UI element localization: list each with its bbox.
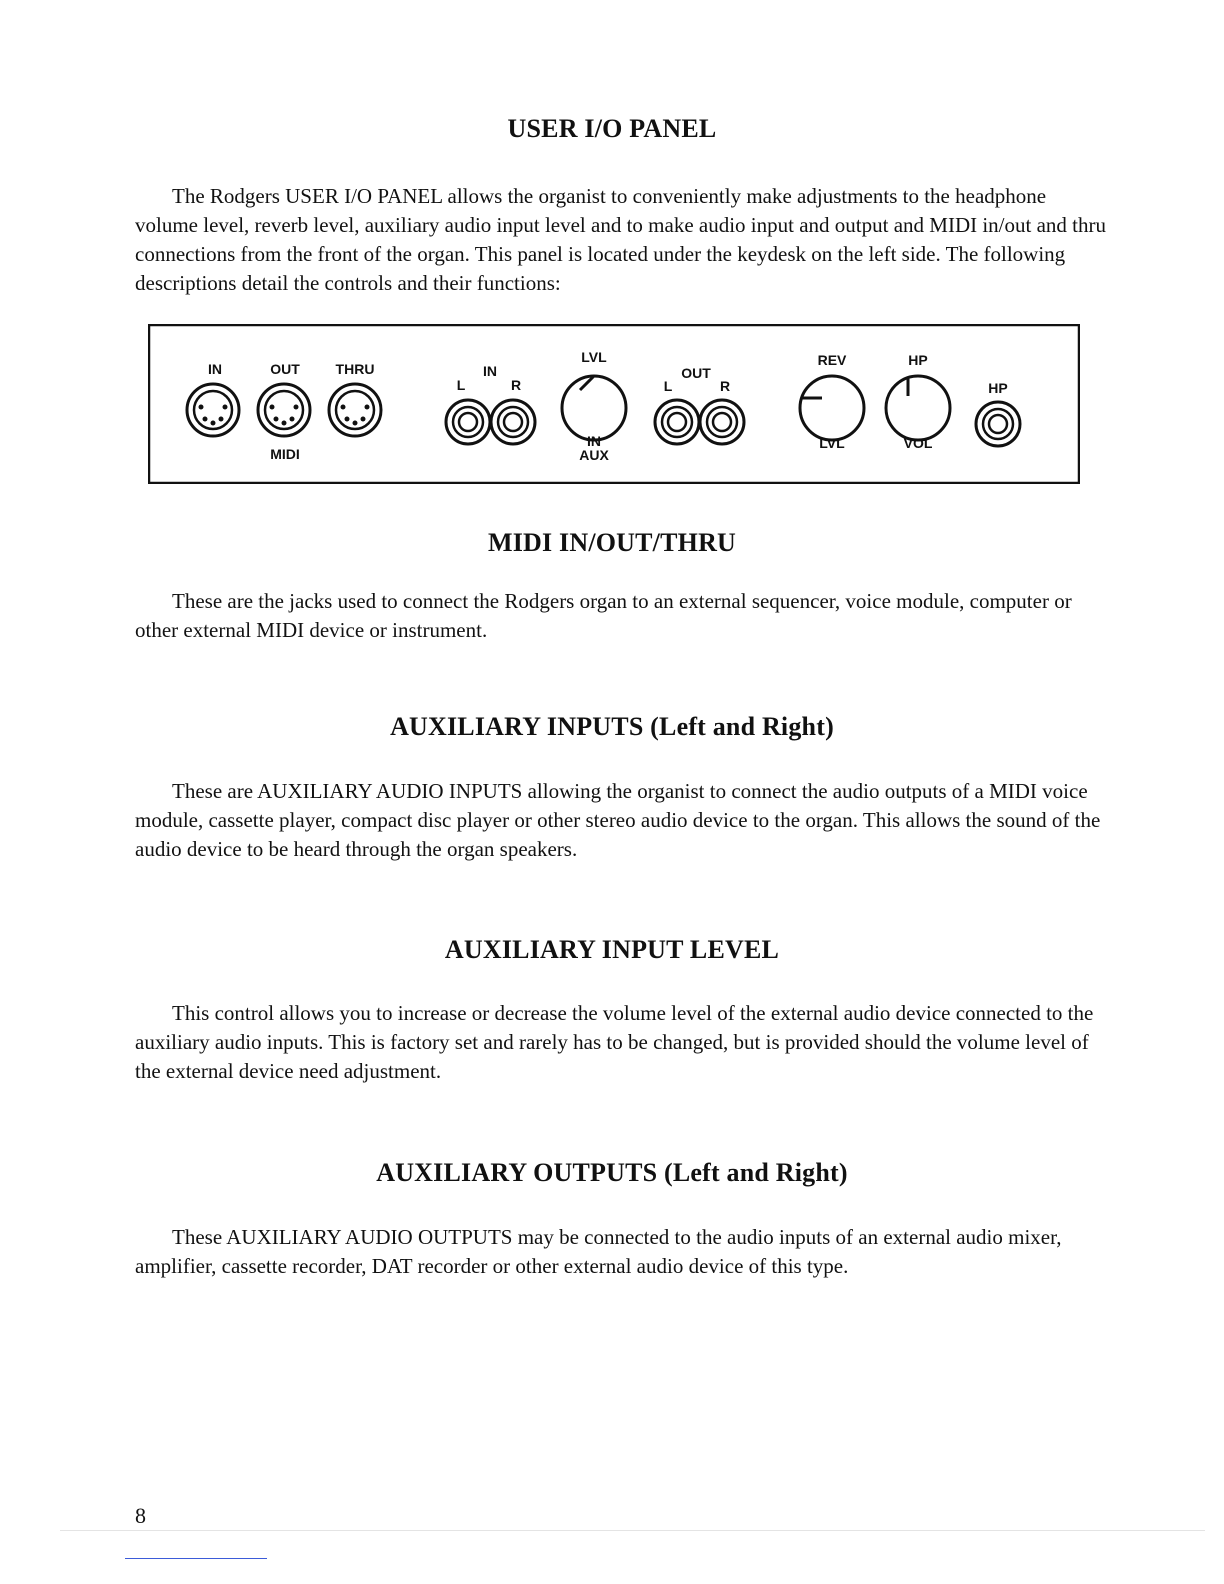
aux-in-label: IN bbox=[483, 363, 497, 379]
midi-thru-label: THRU bbox=[335, 361, 375, 377]
aux-level-bottom-label-aux: AUX bbox=[579, 447, 609, 463]
aux-out-left-jack[interactable] bbox=[655, 400, 699, 444]
aux-inputs-heading: AUXILIARY INPUTS (Left and Right) bbox=[390, 712, 834, 741]
headphone-jack-label: HP bbox=[988, 380, 1008, 396]
page-number: 8 bbox=[135, 1503, 146, 1528]
reverb-level-knob[interactable] bbox=[800, 376, 864, 440]
user-io-panel-diagram bbox=[148, 324, 1080, 484]
aux-level-body: This control allows you to increase or decrease the volume level of the external audio device connected to the auxiliary audio inputs. This is factory set and rarely has to be changed, but is provided should the volume level of the external device need adjustment. bbox=[135, 1001, 1094, 1083]
headphone-volume-bottom-label: VOL bbox=[903, 435, 933, 451]
aux-level-heading: AUXILIARY INPUT LEVEL bbox=[444, 935, 780, 964]
aux-in-left-jack[interactable] bbox=[446, 400, 490, 444]
footer-divider bbox=[60, 1530, 1205, 1531]
midi-section-body: These are the jacks used to connect the Rodgers organ to an external sequencer, voice module, computer or other external MIDI device or instrument. bbox=[135, 589, 1072, 642]
aux-out-right-label: R bbox=[719, 378, 731, 394]
midi-in-jack[interactable] bbox=[187, 384, 239, 436]
midi-out-jack[interactable] bbox=[258, 384, 310, 436]
headphone-volume-top-label: HP bbox=[908, 352, 928, 368]
reverb-level-bottom-label: LVL bbox=[819, 435, 845, 451]
aux-inputs-body: These are AUXILIARY AUDIO INPUTS allowing the organist to connect the audio outputs of a MIDI voice module, cassette player, compact disc player or other stereo audio device to the organ. This allows the sound of the audio device to be heard through the organ speakers. bbox=[135, 779, 1101, 861]
aux-out-right-jack[interactable] bbox=[700, 400, 744, 444]
aux-level-top-label: LVL bbox=[581, 349, 607, 365]
aux-in-left-label: L bbox=[456, 377, 466, 393]
midi-in-label: IN bbox=[208, 361, 222, 377]
aux-level-bottom-label-in: IN bbox=[587, 433, 601, 449]
aux-in-right-label: R bbox=[510, 377, 522, 393]
aux-out-label: OUT bbox=[681, 365, 711, 381]
midi-out-label: OUT bbox=[270, 361, 300, 377]
aux-outputs-body: These AUXILIARY AUDIO OUTPUTS may be connected to the audio inputs of an external audio mixer, amplifier, cassette recorder, DAT recorder or other external audio device of this type. bbox=[135, 1225, 1062, 1278]
midi-thru-jack[interactable] bbox=[329, 384, 381, 436]
midi-section-heading: MIDI IN/OUT/THRU bbox=[487, 528, 737, 557]
aux-outputs-heading: AUXILIARY OUTPUTS (Left and Right) bbox=[376, 1158, 848, 1187]
intro-paragraph: The Rodgers USER I/O PANEL allows the organist to conveniently make adjustments to the headphone volume level, reverb level, auxiliary audio input level and to make audio input and output and MIDI in/out and thru connections from the front of the organ. This panel is located under the keydesk on the left side. The following descriptions detail the controls and their functions: bbox=[135, 184, 1107, 295]
midi-group-label: MIDI bbox=[270, 446, 300, 462]
headphone-jack[interactable] bbox=[976, 402, 1020, 446]
page-title: USER I/O PANEL bbox=[507, 114, 717, 143]
aux-level-knob[interactable] bbox=[562, 376, 626, 440]
aux-out-left-label: L bbox=[663, 378, 673, 394]
reverb-level-top-label: REV bbox=[817, 352, 847, 368]
footer-link-underline bbox=[125, 1558, 267, 1559]
aux-in-right-jack[interactable] bbox=[491, 400, 535, 444]
headphone-volume-knob[interactable] bbox=[886, 376, 950, 440]
